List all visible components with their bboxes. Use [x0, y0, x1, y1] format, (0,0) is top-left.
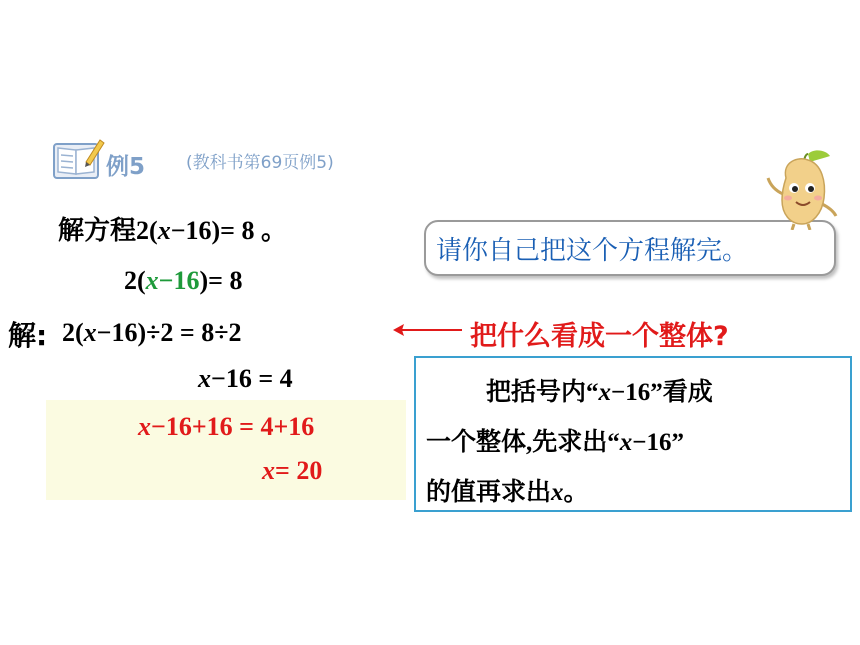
problem-prefix: 解方程 [58, 216, 137, 246]
eq5-var: x [262, 456, 275, 485]
eq4-var: x [138, 412, 151, 441]
example-badge [52, 136, 162, 182]
speech-bubble-text: 请你自己把这个方程解完。 [436, 236, 749, 266]
equation-line-2 [62, 318, 242, 348]
ex3-var: x [551, 479, 564, 506]
solve-label: 解: [8, 319, 48, 352]
ex1-b: −16”看成 [611, 379, 713, 406]
eq3-var: x [198, 364, 211, 393]
ex2-a: 一个整体,先求出“ [426, 429, 620, 456]
problem-rest: )= 8 。 [211, 216, 287, 245]
equation-line-1 [124, 266, 242, 296]
equation-line-4 [138, 412, 314, 442]
explanation-box [414, 356, 852, 512]
equation-line-5 [262, 456, 322, 486]
equation-line-3 [198, 364, 293, 394]
book-pencil-icon [52, 136, 106, 182]
problem-statement [58, 210, 287, 247]
ex2-var: x [619, 429, 633, 456]
explanation-line-2 [426, 422, 684, 458]
eq2-b: −16)÷2 = 8÷2 [96, 318, 242, 347]
potato-mascot-icon [764, 148, 840, 230]
eq4-rest: −16+16 = 4+16 [151, 412, 315, 441]
eq1-minus16: −16 [158, 266, 200, 295]
question-text: 把什么看成一个整体? [470, 321, 729, 352]
eq1-var: x [145, 266, 159, 295]
eq3-rest: −16 = 4 [211, 364, 293, 393]
eq5-rest: = 20 [275, 456, 323, 485]
explanation-line-3 [426, 472, 589, 508]
ex2-b: −16” [632, 429, 685, 456]
eq2-a: 2( [62, 318, 84, 347]
eq2-var: x [83, 318, 97, 347]
eq1-rest: )= 8 [199, 266, 243, 295]
ex1-var: x [598, 379, 612, 406]
example-number: 例5 [106, 154, 146, 180]
left-arrow-icon [392, 322, 464, 338]
ex3-a: 的值再求出 [426, 479, 552, 506]
explanation-line-1 [486, 372, 713, 408]
problem-var: x [157, 216, 171, 245]
ex1-a: 把括号内“ [486, 379, 599, 406]
ex3-b: 。 [563, 479, 589, 506]
problem-lpar: ( [149, 216, 158, 245]
problem-coef: 2 [136, 216, 150, 245]
problem-minus16: −16 [170, 216, 212, 245]
source-note: (教科书第69页例5) [186, 153, 334, 173]
eq1-coef: 2( [124, 266, 146, 295]
